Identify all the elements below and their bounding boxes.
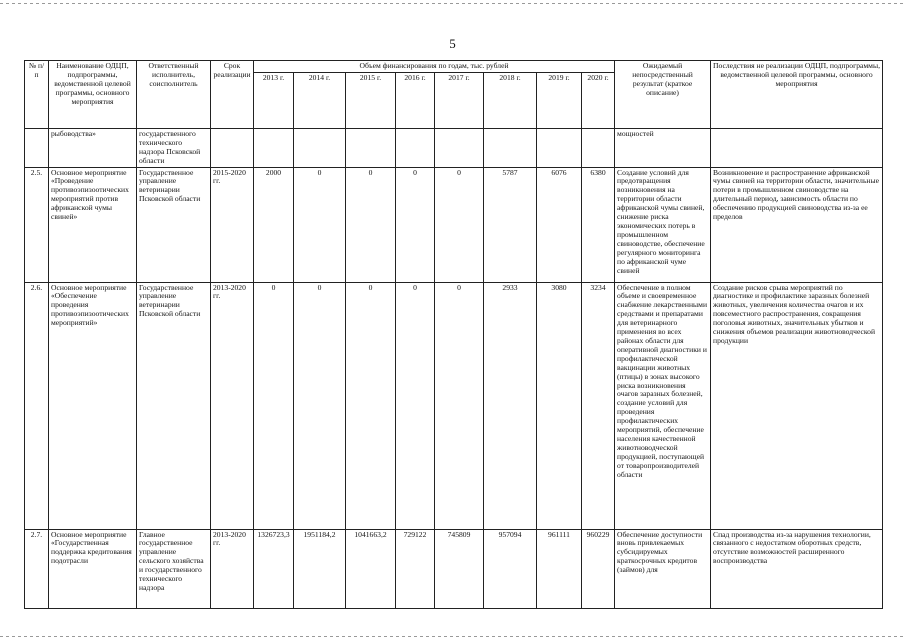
row-number: 2.5.: [25, 167, 49, 282]
row-result: Обеспечение в полном объеме и своевременное снабжение лекарственными средствами и препаратами для ветеринарного применения во всех районах области для оперативной диагностики и профилактической вакцинации животных (птицы) в зонах высокого риска возникновения очагов заразных болезней, создание условий для проведения профилактических мероприятий, обеспечение населения качественной животноводческой продукцией, поступающей от товаропроизводителей области: [615, 282, 711, 529]
row-value: [294, 128, 346, 167]
header-period: Срок реализации: [211, 61, 254, 129]
row-value: 960229: [582, 529, 615, 608]
header-consequences: Последствия не реализации ОДЦП, подпрограммы, ведомственной целевой программы, основного мероприятия: [711, 61, 883, 129]
row-period: 2013-2020 гг.: [211, 529, 254, 608]
scan-edge-top: [0, 3, 905, 4]
row-consequences: Возникновение и распространение африканской чумы свиней на территории области, значительные потери в промышленном свиноводстве на длительный период, зависимость области по обеспечению продукцией свиноводства из-за ее пределов: [711, 167, 883, 282]
row-executor: Государственное управление ветеринарии Псковской области: [137, 282, 211, 529]
header-executor: Ответственный исполнитель, соисполнитель: [137, 61, 211, 129]
row-value: 0: [396, 282, 435, 529]
row-value: [435, 128, 484, 167]
row-value: 961111: [537, 529, 582, 608]
row-name: рыбоводства»: [49, 128, 137, 167]
header-no: № п/п: [25, 61, 49, 129]
row-executor: государственного технического надзора Псковской области: [137, 128, 211, 167]
row-value: 2933: [484, 282, 537, 529]
row-result: мощностей: [615, 128, 711, 167]
row-value: 0: [254, 282, 294, 529]
header-year: 2019 г.: [537, 72, 582, 128]
row-name: Основное мероприятие «Проведение противоэпизоотических мероприятий против африканской чумы свиней»: [49, 167, 137, 282]
row-value: 0: [435, 282, 484, 529]
row-period: [211, 128, 254, 167]
header-financing: Объем финансирования по годам, тыс. рублей: [254, 61, 615, 73]
row-result: Обеспечение доступности вновь привлекаемых субсидируемых краткосрочных кредитов (займов) для: [615, 529, 711, 608]
table-row: [25, 128, 883, 167]
header-year: 2017 г.: [435, 72, 484, 128]
header-name: Наименование ОДЦП, подпрограммы, ведомственной целевой программы, основного мероприятия: [49, 61, 137, 129]
page-number: 5: [449, 36, 456, 51]
row-value: 0: [294, 167, 346, 282]
row-consequences: [711, 128, 883, 167]
row-value: 6076: [537, 167, 582, 282]
row-value: 0: [435, 167, 484, 282]
row-value: [396, 128, 435, 167]
row-value: 1951184,2: [294, 529, 346, 608]
row-value: 3234: [582, 282, 615, 529]
table-row: [25, 529, 883, 608]
row-consequences: Создание рисков срыва мероприятий по диагностике и профилактике заразных болезней животных, увеличения количества очагов и их повсеместного распространения, сокращения поголовья животных, значительных убытков и снижения объемов реализации животноводческой продукции: [711, 282, 883, 529]
row-value: 745809: [435, 529, 484, 608]
row-executor: Главное государственное управление сельского хозяйства и государственного технического надзора: [137, 529, 211, 608]
header-year: 2020 г.: [582, 72, 615, 128]
row-value: 957094: [484, 529, 537, 608]
table-row: [25, 282, 883, 529]
row-value: 1041663,2: [346, 529, 396, 608]
header-year: 2014 г.: [294, 72, 346, 128]
row-value: 0: [396, 167, 435, 282]
row-number: 2.7.: [25, 529, 49, 608]
row-number: 2.6.: [25, 282, 49, 529]
row-number: [25, 128, 49, 167]
row-value: 0: [294, 282, 346, 529]
row-value: 2000: [254, 167, 294, 282]
row-value: 6380: [582, 167, 615, 282]
financing-table: [24, 60, 883, 609]
row-name: Основное мероприятие «Обеспечение проведения противоэпизоотических мероприятий»: [49, 282, 137, 529]
row-result: Создание условий для предотвращения возникновения на территории области африканской чумы свиней, снижение риска экономических потерь в промышленном свиноводстве, обеспечение регулярного мониторинга по африканской чуме свиней: [615, 167, 711, 282]
row-name: Основное мероприятие «Государственная поддержка кредитования подотрасли: [49, 529, 137, 608]
row-consequences: Спад производства из-за нарушения технологии, связанного с недостатком оборотных средств, отсутствие возможностей расширенного воспроизводства: [711, 529, 883, 608]
scan-edge-bottom: [0, 636, 905, 637]
row-value: [484, 128, 537, 167]
row-value: 1326723,3: [254, 529, 294, 608]
row-value: [582, 128, 615, 167]
row-executor: Государственное управление ветеринарии Псковской области: [137, 167, 211, 282]
header-year: 2013 г.: [254, 72, 294, 128]
row-value: 0: [346, 282, 396, 529]
row-period: 2013-2020 гг.: [211, 282, 254, 529]
header-result: Ожидаемый непосредственный результат (краткое описание): [615, 61, 711, 129]
row-period: 2015-2020 гг.: [211, 167, 254, 282]
header-year: 2018 г.: [484, 72, 537, 128]
header-year: 2015 г.: [346, 72, 396, 128]
row-value: 0: [346, 167, 396, 282]
row-value: [346, 128, 396, 167]
row-value: 3080: [537, 282, 582, 529]
table-row: [25, 167, 883, 282]
row-value: 5787: [484, 167, 537, 282]
header-year: 2016 г.: [396, 72, 435, 128]
row-value: 729122: [396, 529, 435, 608]
row-value: [537, 128, 582, 167]
row-value: [254, 128, 294, 167]
